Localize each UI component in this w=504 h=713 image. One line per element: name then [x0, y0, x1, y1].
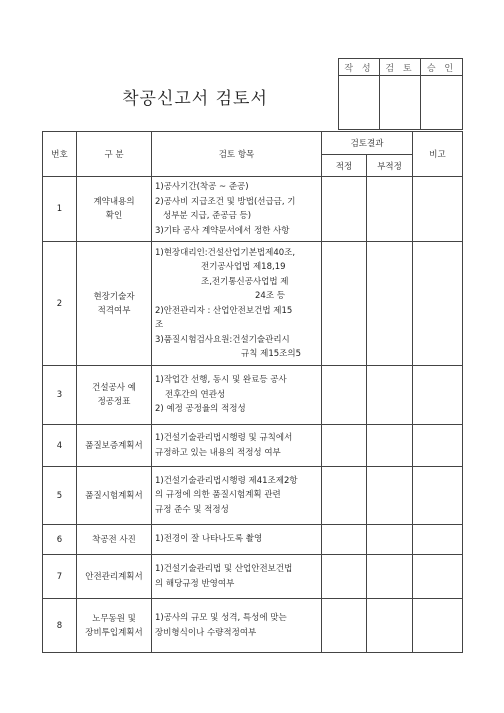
table-row: [43, 555, 463, 599]
table-row: [43, 467, 463, 525]
item-line: 규정 준수 및 적정성: [155, 504, 229, 515]
table-row: [43, 177, 463, 242]
check-suitable[interactable]: [322, 425, 367, 467]
remarks-cell[interactable]: [413, 177, 463, 242]
approval-sign-author[interactable]: [339, 76, 380, 130]
category-line: 적격여부: [97, 305, 131, 316]
page-title: 착공신고서 검토서: [122, 89, 268, 109]
item-line: 1)건설기술관리법 및 산업안전보건법: [155, 564, 293, 574]
check-unsuitable[interactable]: [367, 555, 413, 599]
check-unsuitable[interactable]: [367, 425, 413, 467]
header-remarks: 비고: [413, 132, 463, 177]
item-line: 2) 예정 공정율의 적정성: [155, 404, 246, 415]
check-suitable[interactable]: [322, 242, 367, 366]
check-suitable[interactable]: [322, 525, 367, 555]
row-items: [152, 177, 322, 242]
table-row: [43, 425, 463, 467]
item-line: 1)작업간 선행, 동시 및 완료등 공사: [155, 375, 287, 386]
category-line: 착공전 사진: [92, 534, 136, 545]
remarks-cell[interactable]: [413, 425, 463, 467]
approval-sign-reviewer[interactable]: [380, 76, 421, 130]
row-category: [77, 177, 152, 242]
remarks-cell[interactable]: [413, 525, 463, 555]
check-suitable[interactable]: [322, 366, 367, 425]
item-line: 24조 등: [255, 291, 285, 301]
row-category: [77, 425, 152, 467]
row-no: 2: [43, 242, 77, 366]
approval-label-approver: 승 인: [421, 59, 463, 76]
check-unsuitable[interactable]: [367, 177, 413, 242]
approval-label-reviewer: 검 토: [380, 59, 421, 76]
item-line: 전후간의 연관성: [165, 389, 226, 400]
category-line: 현장기술자: [93, 291, 135, 302]
row-category: [77, 555, 152, 599]
item-line: 규칙 제15조의5: [241, 349, 301, 359]
row-no: 8: [43, 599, 77, 653]
check-suitable[interactable]: [322, 467, 367, 525]
remarks-cell[interactable]: [413, 242, 463, 366]
item-line: 의 해당규정 반영여부: [155, 578, 235, 589]
item-line: 1)건설기술관리법시행령 및 규칙에서: [155, 433, 293, 443]
row-items: [152, 555, 322, 599]
category-line: 장비투입계획서: [85, 627, 143, 638]
review-table: [42, 131, 463, 653]
approval-box: [338, 58, 463, 130]
item-line: 조,전기통신공사업법 제: [201, 276, 289, 287]
item-line: 3)기타 공사 계약문서에서 정한 사항: [155, 225, 290, 236]
approval-label-author: 작 성: [339, 59, 380, 76]
row-no: 6: [43, 525, 77, 555]
row-category: [77, 599, 152, 653]
item-line: 성부분 지급, 준공금 등): [163, 211, 252, 221]
header-items: 검토 항목: [152, 132, 322, 177]
item-line: 의 규정에 의한 품질시험계획 관련: [155, 490, 281, 501]
table-row: [43, 366, 463, 425]
row-no: 1: [43, 177, 77, 242]
row-category: [77, 366, 152, 425]
header-suitable: 적정: [322, 155, 367, 177]
item-line: 1)전경이 잘 나타나도록 촬영: [155, 534, 263, 545]
header-unsuitable: 부적정: [367, 155, 413, 177]
row-items: [152, 467, 322, 525]
check-unsuitable[interactable]: [367, 525, 413, 555]
table-row: [43, 599, 463, 653]
row-items: [152, 599, 322, 653]
row-no: 5: [43, 467, 77, 525]
row-items: [152, 242, 322, 366]
item-line: 1)공사의 규모 및 성격, 특성에 맞는: [155, 613, 287, 623]
row-items: [152, 366, 322, 425]
category-line: 건설공사 예: [92, 383, 136, 393]
category-line: 안전관리계획서: [85, 571, 143, 582]
table-row: [43, 525, 463, 555]
item-line: 1)공사기간(착공 ~ 준공): [155, 182, 249, 192]
row-items: [152, 525, 322, 555]
table-row: [43, 242, 463, 366]
row-no: 4: [43, 425, 77, 467]
row-no: 7: [43, 555, 77, 599]
row-category: [77, 467, 152, 525]
item-line: 1)현장대리인:건설산업기본법제40조,: [155, 247, 296, 258]
check-unsuitable[interactable]: [367, 467, 413, 525]
item-line: 3)품질시험검사요원:건설기술관리시: [155, 334, 290, 345]
category-line: 노무동원 및: [92, 613, 136, 624]
item-line: 장비형식이나 수량적정여부: [155, 627, 257, 638]
item-line: 조: [155, 320, 164, 330]
item-line: 2)안전관리자 : 산업안전보건법 제15: [155, 305, 293, 316]
check-unsuitable[interactable]: [367, 599, 413, 653]
check-suitable[interactable]: [322, 555, 367, 599]
check-unsuitable[interactable]: [367, 366, 413, 425]
category-line: 품질보증계획서: [85, 440, 143, 451]
check-suitable[interactable]: [322, 177, 367, 242]
remarks-cell[interactable]: [413, 555, 463, 599]
header-result: 검토결과: [322, 132, 413, 155]
header-no: 번호: [43, 132, 77, 177]
row-no: 3: [43, 366, 77, 425]
item-line: 2)공사비 지급조건 및 방법(선급금, 기: [155, 196, 296, 207]
category-line: 품질시험계획서: [85, 490, 143, 501]
category-line: 정공정표: [97, 397, 131, 407]
category-line: 계약내용의: [93, 197, 135, 207]
check-unsuitable[interactable]: [367, 242, 413, 366]
check-suitable[interactable]: [322, 599, 367, 653]
row-category: [77, 525, 152, 555]
remarks-cell[interactable]: [413, 599, 463, 653]
category-line: 확인: [105, 211, 123, 221]
item-line: 전기공사업법 제18,19: [201, 262, 286, 272]
row-category: [77, 242, 152, 366]
row-items: [152, 425, 322, 467]
approval-sign-approver[interactable]: [421, 76, 463, 130]
remarks-cell[interactable]: [413, 366, 463, 425]
header-category: 구 분: [77, 132, 152, 177]
item-line: 규정하고 있는 내용의 적정성 여부: [155, 447, 281, 458]
item-line: 1)건설기술관리법시행령 제41조제2항: [155, 475, 298, 486]
remarks-cell[interactable]: [413, 467, 463, 525]
